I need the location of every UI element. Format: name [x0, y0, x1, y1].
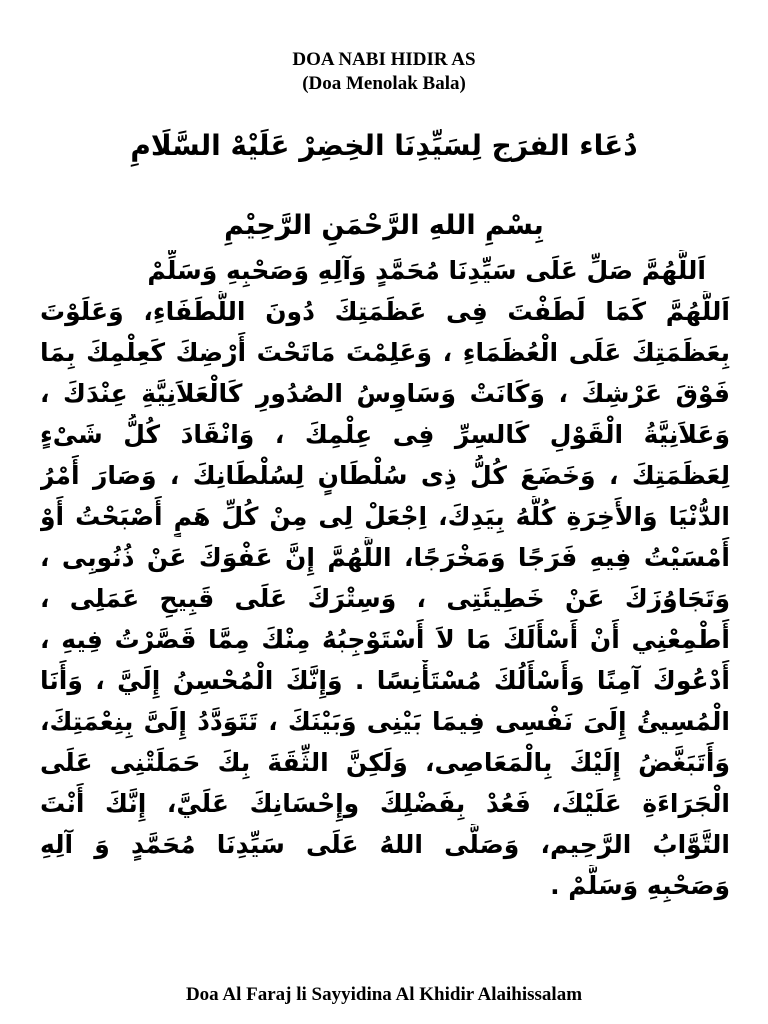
prayer-line: وَعَلاَنِيَّةُ الْقَوْلِ كَالسِرِّ فِى عِلْمِكَ ، وَانْقَادَ كُلُّ شَىْءٍ	[40, 420, 730, 449]
prayer-line: أَطْمِعْنِي أَنْ أَسْأَلَكَ مَا لاَ أَسْتَوْجِبُهُ مِنْكَ مِمَّا قَصَّرْتُ فِيهِ ،	[40, 625, 730, 654]
prayer-line: وَتَجَاوُزَكَ عَنْ خَطِيئَتِى ، وَسِتْرَكَ عَلَى قَبِيحِ عَمَلِى ،	[40, 584, 730, 613]
prayer-line: لِعَظَمَتِكَ ، وَخَضَعَ كُلُّ ذِى سُلْطَانٍ لِسُلْطَانِكَ ، وَصَارَ أَمْرُ	[40, 461, 730, 490]
arabic-prayer-title: دُعَاء الفرَج لِسَيِّدِنَا الخِضِرْ عَلَيْهْ السَّلَامِ	[130, 129, 638, 162]
prayer-line: بِعَظَمَتِكَ عَلَى الْعُظَمَاءِ ، وَعَلِمْتَ مَاتَحْتَ أَرْضِكَ كَعِلْمِكَ بِمَا	[40, 338, 730, 367]
prayer-line: وَأَتَبَغَّضُ إِلَيْكَ بِالْمَعَاصِى، وَلَكِنَّ الثِّقَةَ بِكَ حَمَلَتْنِى عَلَى	[40, 748, 730, 777]
prayer-line: اَللَّهُمَّ كَمَا لَطَفْتَ فِى عَظَمَتِكَ دُونَ اللُّطَفَاءِ، وَعَلَوْتَ	[40, 297, 730, 326]
prayer-line: الْجَرَاءَةِ عَلَيْكَ، فَعُدْ بِفَضْلِكَ وإِحْسَانِكَ عَلَيَّ، إِنَّكَ أَنْتَ	[40, 789, 730, 818]
prayer-line: أَمْسَيْتُ فِيهِ فَرَجًا وَمَخْرَجًا، اللَّهُمَّ إِنَّ عَفْوَكَ عَنْ ذُنُوبِى ،	[40, 543, 730, 572]
prayer-line: الْمُسِيئُ إِلَىَ نَفْسِى فِيمَا بَيْنِى وَبَيْنَكَ ، تَتَوَدَّدُ إِلَىَّ بِنِعْمَتِكَ،	[40, 707, 730, 736]
prayer-line: التَّوَّابُ الرَّحِيم، وَصَلَّى اللهُ عَلَى سَيِّدِنَا مُحَمَّدٍ وَ آلِهِ	[40, 830, 730, 859]
prayer-line: أَدْعُوكَ آمِنًا وَأَسْأَلُكَ مُسْتَأْنِسًا . وَإِنَّكَ الْمُحْسِنُ إِلَيَّ ، وَأَنَا	[40, 666, 730, 695]
prayer-line: وَصَحْبِهِ وَسَلَّمْ .	[550, 871, 730, 900]
document-title: DOA NABI HIDIR AS	[292, 49, 476, 70]
prayer-line: اَللَّهُمَّ صَلِّ عَلَى سَيِّدِنَا مُحَمَّدٍ وَآلِهِ وَصَحْبِهِ وَسَلِّمْ	[147, 256, 706, 285]
prayer-line: الدُّنْيَا وَالأَخِرَةِ كُلُّهُ بِيَدِكَ، اِجْعَلْ لِى مِنْ كُلِّ هَمٍ أَصْبَحْتُ أَوْ	[40, 502, 730, 531]
prayer-body	[40, 250, 730, 906]
document-header	[0, 48, 768, 96]
basmala-line: بِسْمِ اللهِ الرَّحْمَنِ الرَّحِيْمِ	[224, 210, 544, 241]
document-subtitle: (Doa Menolak Bala)	[302, 73, 466, 94]
document-footer: Doa Al Faraj li Sayyidina Al Khidir Alaihissalam	[185, 984, 583, 1005]
prayer-line: فَوْقَ عَرْشِكَ ، وَكَانَتْ وَسَاوِسُ الصُدُورِ كَالْعَلاَنِيَّةِ عِنْدَكَ ،	[40, 379, 730, 408]
